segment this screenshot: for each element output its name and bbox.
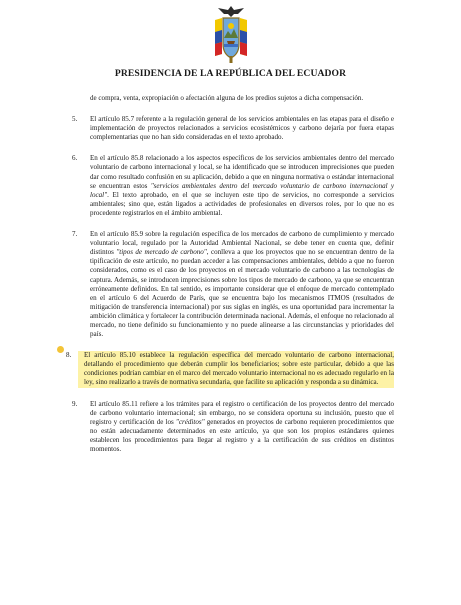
list-item-text xyxy=(90,230,394,339)
list-item-text xyxy=(90,400,394,455)
list-item-text-part: En el artículo 85.9 sobre la regulación específica de los mercados de carbono de cumplimiento y mercado voluntario local, regulado por la Autoridad Ambiental Nacional, se debe tener en cuenta que, definir distintos xyxy=(90,230,394,257)
document-body xyxy=(66,94,395,466)
list-item-number: 5. xyxy=(72,115,78,124)
list-item-8-highlighted[interactable] xyxy=(66,351,394,387)
list-item-italic-quote: "servicios ambientales dentro del mercado voluntario de carbono internacional y local" xyxy=(90,181,394,199)
list-item-text xyxy=(90,154,394,218)
list-item-italic-quote: "créditos" xyxy=(175,417,205,426)
list-item-text xyxy=(84,351,394,387)
list-item-number: 9. xyxy=(72,399,78,408)
list-item-italic-quote: "tipos de mercado de carbono" xyxy=(116,248,207,257)
list-item-text-part: . El texto aprobado, en el que se incluyen este tipo de servicios, no corresponde a servicios ambientales; sino que, están ligados a actividades de profesionales en diversos roles, por lo que no es procedente registrarlos en el ámbito ambiental. xyxy=(90,190,394,217)
list-item-number: 8. xyxy=(66,351,72,360)
comment-marker-icon[interactable] xyxy=(57,346,64,353)
ecuador-coat-of-arms-icon xyxy=(214,4,248,64)
list-item-text-part: En el artículo 85.8 relacionado a los aspectos específicos de los servicios ambientales dentro del mercado voluntario de carbono internacional y local, se ha identificado que se introducen imprecisiones que pueden dar como resultado confusión en su aplicación, debido a que en ninguna normativa o estándar internacional se encuentran estos xyxy=(90,154,394,190)
list-item-text: El artículo 85.7 referente a la regulación general de los servicios ambientales en las etapas para el diseño e implementación de proyectos relacionados a servicios ecosistémicos y carbono dejaría por fuera etapas complementarias que no han sido consideradas en el texto aprobado. xyxy=(90,115,394,142)
lead-paragraph: de compra, venta, expropiación o afectación alguna de los predios sujetos a dicha compensación. xyxy=(90,94,364,102)
list-item-number: 6. xyxy=(72,154,78,163)
list-item-text-part: El artículo 85.11 refiere a los trámites para el registro o certificación de los proyectos dentro del mercado de carbono voluntario internacional; sin embargo, no se considera oportuna su inclusión, puesto que el registro y certificación de los xyxy=(90,399,394,426)
list-item-7 xyxy=(72,230,395,339)
list-item-number: 7. xyxy=(72,230,78,239)
list-item-text-part: generados en proyectos de carbono requieren procedimientos que no están adecuadamente determinados en este artículo, ya que son los propios estándares quienes establecen los procedimientos para llegar al registro y a la certificación de sus créditos en distintos momentos. xyxy=(90,417,394,453)
page-header-title: PRESIDENCIA DE LA REPÚBLICA DEL ECUADOR xyxy=(114,68,347,79)
list-item-5 xyxy=(72,115,394,142)
highlighted-text[interactable]: El artículo 85.10 establece la regulación específica del mercado voluntario de carbono internacional, detallando el procedimiento que deberán cumplir los beneficiarios; sobre este particular, debido a que las condiciones podrían cambiar en el marco del mercado voluntario internacional no es adecuado regularlo en la ley, sino realizarlo a través de normativa secundaria, que facilite su aplicación y responda a su dinámica. xyxy=(84,351,394,387)
list-item-6 xyxy=(72,154,394,218)
list-item-text-part: , conlleva a que los proyectos que no se encuentran dentro de la tipificación de este artículo, no puedan acceder a las compensaciones ambientales, debido a que no fueron considerados, como es el caso de los proyectos en el mercado voluntario de carbono a las tecnologías de captura. Además, se introducen imprecisiones sobre los tipos de mercado de carbono, ya que se encuentran erróneamente definidos. En tal sentido, es importante considerar que el enfoque de mercado contemplado en el artículo 6 del Acuerdo de París, que se encuentra bajo los mecanismos ITMOS (resultados de mitigación de transferencia internacional) por sus siglas en inglés, es una oportunidad para incrementar la ambición climática y fortalecer la contribución determinada nacional. Además, el enfoque no relacionado al mercado, no tiene definido su funcionamiento y no puede alinearse a las circunstancias y prioridades del país. xyxy=(90,248,395,339)
list-item-9 xyxy=(72,399,394,455)
